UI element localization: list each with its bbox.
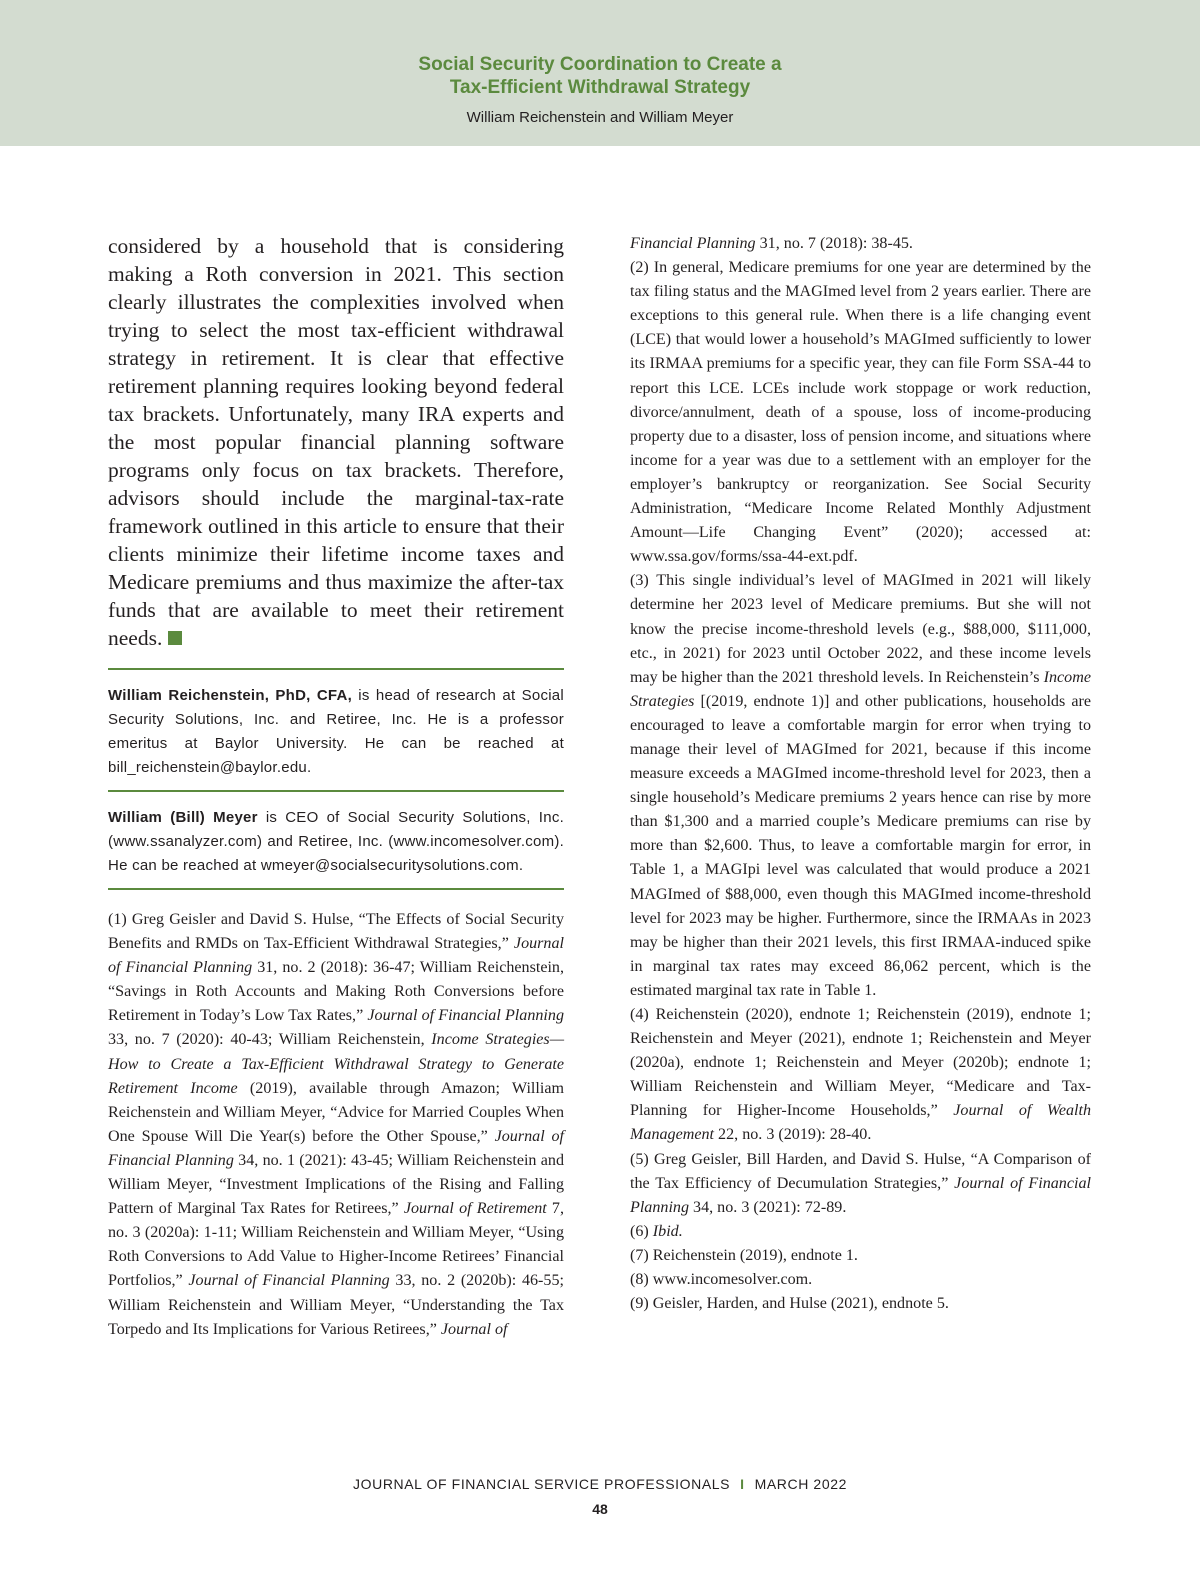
page-number: 48 xyxy=(592,1501,608,1517)
endnote-2: (2) In general, Medicare premiums for one year are determined by the tax filing status and the MAGImed level from 2 years earlier. There are exceptions to this general rule. When there is a life changing event (LCE) that would lower a household’s MAGImed sufficiently to lower its IRMAA premiums for a specific year, they can file Form SSA-44 to report this LCE. LCEs include work stoppage or work reduction, divorce/annulment, death of a spouse, loss of income-producing property due to a disaster, loss of pension income, and situations where income for a year was due to a settlement with an employer for the employer’s bankruptcy or reorganization. See Social Security Administration, “Medicare Income Related Monthly Adjustment Amount—Life Changing Event” (2020); accessed at: www.ssa.gov/forms/ssa-44-ext.pdf. xyxy=(630,259,1091,566)
divider-rule xyxy=(108,790,564,792)
endnote-4 xyxy=(630,1003,1091,1148)
bio-text: is head of research at Social Security Solutions, Inc. and Retiree, Inc. He is a professor emeritus at Baylor University. He can be reached at bill_reichenstein@baylor.edu. xyxy=(108,687,564,776)
endnote-1-continued xyxy=(630,232,1091,256)
article-header xyxy=(0,0,1200,146)
book-title: Income Strategies xyxy=(630,668,1091,710)
article-title-line-2: Tax-Efficient Withdrawal Strategy xyxy=(449,77,751,98)
footer-issue-date: MARCH 2022 xyxy=(754,1476,847,1492)
endnote-text: 34, no. 1 (2021): 43-45; William Reichenstein and William Meyer, “Investment Implications of the Rising and Falling Pattern of Marginal Tax Rates for Retirees,” xyxy=(108,1151,564,1218)
endnote-7: (7) Reichenstein (2019), endnote 1. xyxy=(630,1246,858,1264)
endnote-text: (5) Greg Geisler, Bill Harden, and David S. Hulse, “A Comparison of the Tax Efficiency of Decumulation Strategies,” xyxy=(630,1150,1091,1192)
endnote-text: 31, no. 2 (2018): 36-47; William Reichenstein, “Savings in Roth Accounts and Making Roth Conversions before Retirement in Today’s Low Tax Rates,” xyxy=(108,959,564,1025)
endnote-text: 33, no. 7 (2020): 40-43; William Reichenstein, xyxy=(108,1031,432,1049)
endnote-text: 31, no. 7 (2018): 38-45. xyxy=(755,235,913,252)
journal-name: Journal of Wealth Management xyxy=(630,1102,1091,1144)
endnote-text: (2019), available through Amazon; William Reichenstein and William Meyer, “Advice for Married Couples When One Spouse Will Die Year(s) before the Other Spouse,” xyxy=(108,1079,564,1145)
main-paragraph xyxy=(108,232,564,652)
endnote-text: 33, no. 2 (2020b): 46-55; William Reichenstein and William Meyer, “Understanding the Tax Torpedo and Its Implications for Various Retirees,” xyxy=(108,1272,564,1338)
journal-name: Journal of Financial Planning xyxy=(630,1174,1091,1216)
endnote-1 xyxy=(108,908,564,1342)
journal-name: Financial Planning xyxy=(630,235,756,252)
journal-name: Journal of Financial Planning xyxy=(188,1272,390,1290)
right-column xyxy=(630,232,1091,1316)
endnote-text: 34, no. 3 (2021): 72-89. xyxy=(689,1198,847,1216)
endnote-6 xyxy=(630,1220,1091,1244)
endnote-9: (9) Geisler, Harden, and Hulse (2021), endnote 5. xyxy=(630,1295,949,1313)
left-column xyxy=(108,232,564,1342)
footer-separator: I xyxy=(740,1476,745,1492)
endnote-text: 7, no. 3 (2020a): 1-11; William Reichenstein and William Meyer, “Using Roth Conversions to Add Value to Higher-Income Retirees’ Financial Portfolios,” xyxy=(108,1200,564,1290)
bio-name: William (Bill) Meyer xyxy=(108,809,258,826)
journal-name: Journal of Retirement xyxy=(403,1200,547,1218)
author-bio-reichenstein xyxy=(108,684,564,780)
bio-name: William Reichenstein, PhD, CFA, xyxy=(108,687,353,704)
journal-name: Journal of Financial Planning xyxy=(108,935,564,977)
article-title xyxy=(0,53,1200,99)
endnote-text: (4) Reichenstein (2020), endnote 1; Reichenstein (2019), endnote 1; Reichenstein and Meyer (2021), endnote 1; Reichenstein and Meyer (2020a), endnote 1; Reichenstein and Meyer (2020b); endnote 1; William Reichenstein and William Meyer, “Medicare and Tax-Planning for Higher-Income Households,” xyxy=(630,1006,1091,1120)
endnote-text: (1) Greg Geisler and David S. Hulse, “The Effects of Social Security Benefits and RMDs on Tax-Efficient Withdrawal Strategies,” xyxy=(108,911,564,953)
endnote-text: [(2019, endnote 1)] and other publications, households are encouraged to leave a comfortable margin for error when trying to manage their level of MAGImed for 2021, because if this income measure exceeds a MAGImed income-threshold level for 2023, then a single household’s Medicare premiums 2 years hence can rise by more than $1,300 and a married couple’s Medicare premiums can rise by more than $2,600. Thus, to leave a comfortable margin for error, in Table 1, a MAGIpi level was calculated that would produce a 2021 MAGImed of $88,000, even though this MAGImed income-threshold level for 2023 may be higher. Furthermore, since the IRMAAs in 2023 may be higher than their 2021 levels, this first IRMAA-induced spike in marginal tax rates may exceed 86,062 percent, which is the estimated marginal tax rate in Table 1. xyxy=(630,692,1091,999)
endnote-3 xyxy=(630,569,1091,1003)
endnote-8: (8) www.incomesolver.com. xyxy=(630,1271,813,1289)
divider-rule xyxy=(108,668,564,670)
main-paragraph-text: considered by a household that is considering making a Roth conversion in 2021. This section clearly illustrates the complexities involved when trying to select the most tax-efficient withdrawal strategy in retirement. It is clear that effective retirement planning requires looking beyond federal tax brackets. Unfortunately, many IRA experts and the most popular financial planning software programs only focus on tax brackets. Therefore, advisors should include the marginal-tax-rate framework outlined in this article to ensure that their clients minimize their lifetime income taxes and Medicare premiums and thus maximize the after-tax funds that are available to meet their retirement needs. xyxy=(108,234,564,650)
endnote-5 xyxy=(630,1148,1091,1220)
article-authors: William Reichenstein and William Meyer xyxy=(466,109,734,126)
journal-name: Journal of xyxy=(440,1320,508,1338)
footer-journal-name: JOURNAL OF FINANCIAL SERVICE PROFESSIONALS xyxy=(353,1476,731,1492)
divider-rule xyxy=(108,888,564,890)
author-bio-meyer xyxy=(108,806,564,878)
endnote-text: (6) xyxy=(630,1222,653,1240)
journal-name: Journal of Financial Planning xyxy=(108,1127,565,1169)
end-of-article-mark xyxy=(168,631,182,645)
journal-name: Journal of Financial Planning xyxy=(367,1007,564,1025)
endnote-text: (3) This single individual’s level of MAGImed in 2021 will likely determine her 2023 level of Medicare premiums. But she will not know the precise income-threshold levels (e.g., $88,000, $111,000, etc., in 2021) for 2023 until October 2022, and these income levels may be higher than the 2021 threshold levels. In Reichenstein’s xyxy=(630,572,1091,686)
page-footer xyxy=(0,1474,1200,1494)
book-title: Income Strategies—How to Create a Tax-Efficient Withdrawal Strategy to Generate Retirement Income xyxy=(108,1031,565,1097)
bio-text: is CEO of Social Security Solutions, Inc. (www.ssanalyzer.com) and Retiree, Inc. (www.incomesolver.com). He can be reached at wmeyer@socialsecuritysolutions.com. xyxy=(108,809,564,874)
ibid-text: Ibid. xyxy=(652,1222,683,1240)
endnote-text: 22, no. 3 (2019): 28-40. xyxy=(714,1126,872,1144)
article-title-line-1: Social Security Coordination to Create a xyxy=(418,54,782,75)
